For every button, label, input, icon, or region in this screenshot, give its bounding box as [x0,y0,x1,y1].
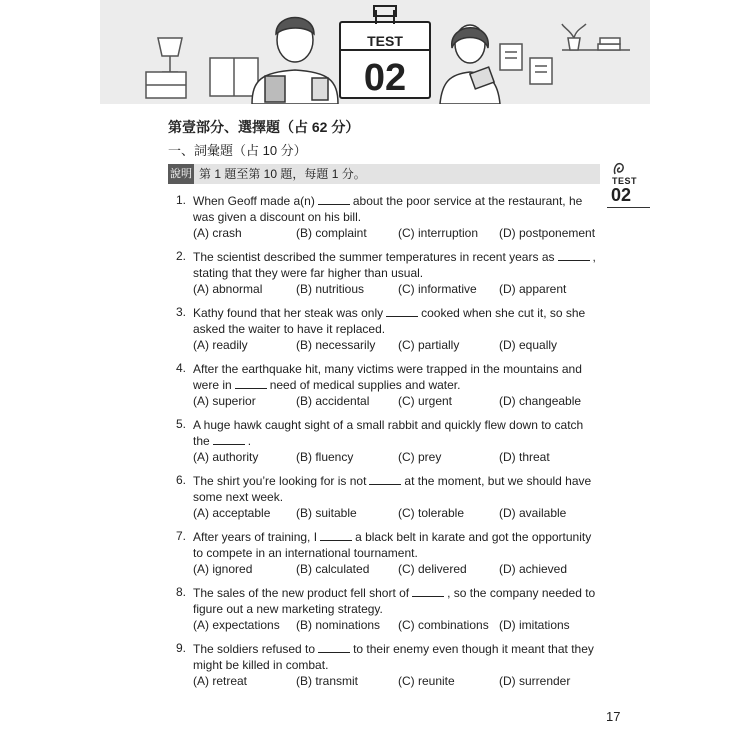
option-d: (D) postponement [499,226,596,240]
badge-word: TEST [367,33,403,49]
option-b: (B) nominations [296,618,381,632]
question-stem: The scientist described the summer temperatures in recent years as , stating that they were far higher than usual. [193,250,596,280]
answer-blank [235,377,267,389]
option-c: (C) delivered [398,562,467,576]
option-a: (A) abnormal [193,282,263,296]
header-scene [100,0,650,104]
option-a: (A) retreat [193,674,248,688]
option-c: (C) reunite [398,674,455,688]
option-d: (D) available [499,506,567,520]
option-a: (A) authority [193,450,259,464]
question-4 [176,361,606,411]
option-b: (B) fluency [296,450,354,464]
question-stem: The sales of the new product fell short of , so the company needed to figure out a new marketing strategy. [193,586,596,616]
badge-number: 02 [363,57,407,99]
option-c: (C) tolerable [398,506,465,520]
question-number: 3. [176,305,187,319]
option-b: (B) necessarily [296,338,376,352]
header-illustration [100,0,650,104]
question-1 [176,193,606,243]
shelf-icon [562,24,630,50]
option-a: (A) expectations [193,618,280,632]
section-title: 第壹部分、選擇題（占 62 分） [168,119,360,135]
option-d: (D) surrender [499,674,571,688]
question-stem: When Geoff made a(n) about the poor service at the restaurant, he was given a discount on his bill. [193,194,583,224]
answer-blank [213,433,245,445]
option-b: (B) calculated [296,562,370,576]
question-stem: A huge hawk caught sight of a small rabbit and quickly flew down to catch the . [193,418,584,448]
option-c: (C) urgent [398,394,453,408]
question-6 [176,473,606,523]
option-a: (A) crash [193,226,242,240]
option-c: (C) interruption [398,226,479,240]
option-b: (B) transmit [296,674,359,688]
option-d: (D) achieved [499,562,568,576]
option-c: (C) prey [398,450,442,464]
option-b: (B) accidental [296,394,370,408]
answer-blank [412,585,444,597]
question-number: 2. [176,249,187,263]
option-d: (D) apparent [499,282,567,296]
side-tab [607,160,650,208]
notes-icon [500,44,552,84]
option-b: (B) complaint [296,226,367,240]
answer-blank [558,249,590,261]
option-a: (A) acceptable [193,506,271,520]
question-9 [176,641,606,691]
question-7 [176,529,606,579]
drawer-icon [146,72,186,98]
answer-blank [386,305,418,317]
girl-figure-icon [440,25,500,104]
lamp-icon [158,38,182,72]
option-c: (C) partially [398,338,460,352]
option-d: (D) equally [499,338,558,352]
question-number: 9. [176,641,187,655]
option-a: (A) superior [193,394,256,408]
answer-blank [320,529,352,541]
option-d: (D) threat [499,450,550,464]
option-c: (C) informative [398,282,477,296]
option-a: (A) ignored [193,562,253,576]
answer-blank [369,473,401,485]
question-number: 1. [176,193,187,207]
question-stem: Kathy found that her steak was only cooked when she cut it, so she asked the waiter to have it replaced. [193,306,586,336]
question-number: 4. [176,361,187,375]
option-b: (B) nutritious [296,282,365,296]
option-d: (D) changeable [499,394,582,408]
question-5 [176,417,606,467]
question-number: 7. [176,529,187,543]
question-3 [176,305,606,355]
answer-blank [318,193,350,205]
question-number: 8. [176,585,187,599]
option-a: (A) readily [193,338,248,352]
side-tab-word: TEST [612,176,638,186]
question-number: 6. [176,473,187,487]
side-tab-number: 02 [611,185,632,205]
question-8 [176,585,606,635]
question-2 [176,249,606,299]
clip-icon [611,160,629,176]
instruction-tag: 說明 [168,164,194,184]
boy-figure-icon [252,18,338,105]
question-stem: After the earthquake hit, many victims were trapped in the mountains and were in need of medical supplies and water. [193,362,582,392]
instruction-text: 第 1 題至第 10 題，每題 1 分。 [199,167,366,181]
sub-title: 一、詞彙題（占 10 分） [168,143,307,158]
answer-blank [318,641,350,653]
question-stem: The shirt you’re looking for is not at the moment, but we should have some next week. [193,474,592,504]
option-b: (B) suitable [296,506,357,520]
option-c: (C) combinations [398,618,489,632]
question-number: 5. [176,417,187,431]
option-d: (D) imitations [499,618,570,632]
question-stem: After years of training, I a black belt in karate and got the opportunity to compete in an international tournament. [193,530,592,560]
page-number: 17 [606,709,621,724]
side-tab-rule [607,207,650,208]
question-stem: The soldiers refused to to their enemy even though it meant that they might be killed in combat. [193,642,594,672]
window-icon [210,58,258,96]
